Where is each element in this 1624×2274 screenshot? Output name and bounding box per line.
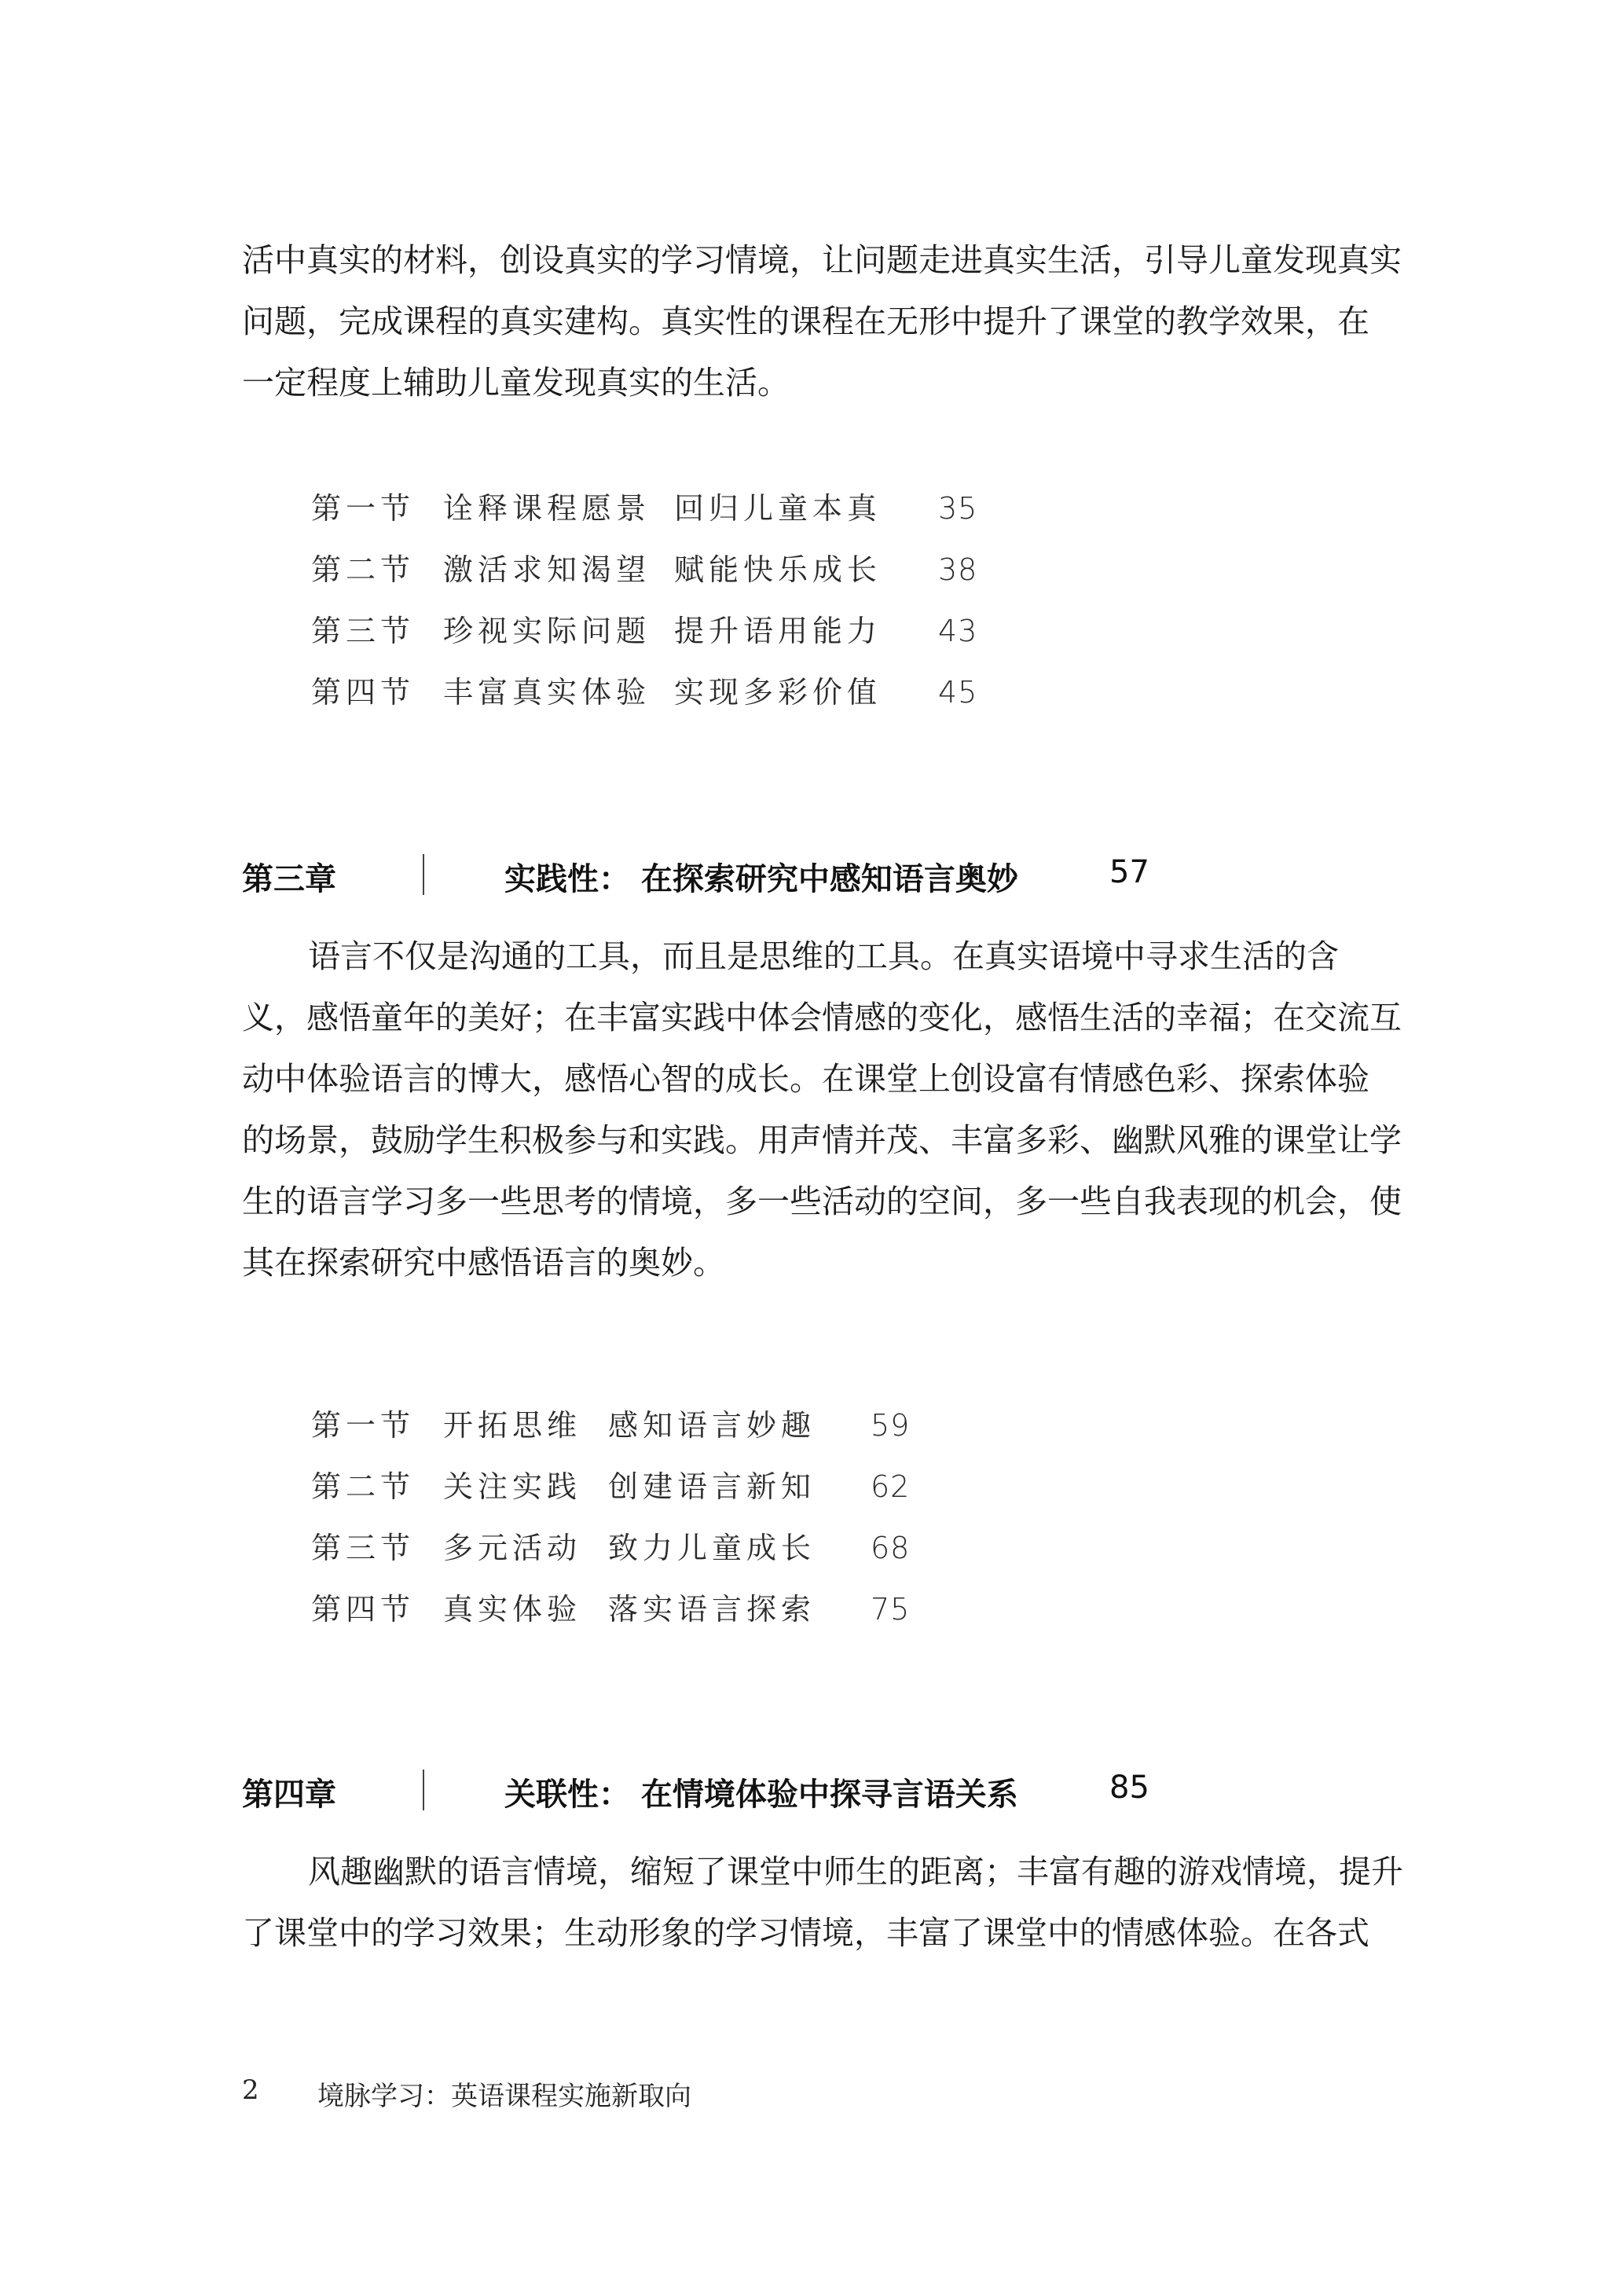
toc-title-part2: 回归儿童本真	[674, 491, 882, 526]
chapter-divider	[423, 854, 424, 895]
paragraph-line: 风趣幽默的语言情境，缩短了课堂中师生的距离；丰富有趣的游戏情境，提升	[308, 1853, 1403, 1891]
paragraph-line: 义，感悟童年的美好；在丰富实践中体会情感的变化，感悟生活的幸福；在交流互	[242, 999, 1402, 1036]
chapter-heading-4[interactable]	[242, 1760, 1389, 1823]
toc-title-part2: 致力儿童成长	[608, 1531, 816, 1565]
toc-page: 62	[871, 1469, 911, 1504]
paragraph-line: 动中体验语言的博大，感悟心智的成长。在课堂上创设富有情感色彩、探索体验	[242, 1060, 1369, 1098]
toc-title-part2: 实现多彩价值	[674, 675, 882, 710]
toc-page: 35	[938, 491, 978, 526]
toc-section: 第一节	[311, 1408, 416, 1443]
toc-title-part1: 多元活动	[443, 1531, 582, 1565]
paragraph-line: 问题，完成课程的真实建构。真实性的课程在无形中提升了课堂的教学效果，在	[242, 303, 1369, 340]
chapter-page: 57	[1109, 854, 1149, 890]
paragraph-line: 了课堂中的学习效果；生动形象的学习情境，丰富了课堂中的情感体验。在各式	[242, 1914, 1369, 1952]
chapter3-paragraph	[242, 926, 1402, 1293]
chapter-label: 第四章	[242, 1777, 336, 1813]
toc-page: 68	[871, 1531, 911, 1565]
toc-title-part1: 诠释课程愿景	[443, 491, 651, 526]
toc-section: 第二节	[311, 1469, 416, 1504]
paragraph-line: 生的语言学习多一些思考的情境，多一些活动的空间，多一些自我表现的机会，使	[242, 1183, 1402, 1220]
chapter-divider	[423, 1770, 424, 1810]
toc-title-part2: 落实语言探索	[608, 1592, 816, 1627]
toc-title-part2: 感知语言妙趣	[608, 1408, 816, 1443]
toc-section: 第四节	[311, 675, 416, 710]
toc-title-part1: 珍视实际问题	[443, 614, 651, 648]
toc-title-part2: 赋能快乐成长	[674, 552, 882, 587]
toc-section: 第三节	[311, 614, 416, 648]
paragraph-line: 活中真实的材料，创设真实的学习情境，让问题走进真实生活，引导儿童发现真实	[242, 241, 1402, 279]
paragraph-line: 语言不仅是沟通的工具，而且是思维的工具。在真实语境中寻求生活的含	[308, 937, 1339, 975]
chapter-title: 实践性： 在探索研究中感知语言奥妙	[504, 861, 1018, 897]
paragraph-line: 的场景，鼓励学生积极参与和实践。用声情并茂、丰富多彩、幽默风雅的课堂让学	[242, 1121, 1402, 1159]
toc-title-part1: 开拓思维	[443, 1408, 582, 1443]
chapter-heading-3[interactable]	[242, 845, 1389, 908]
book-title: 境脉学习：英语课程实施新取向	[317, 2081, 691, 2112]
paragraph-line: 其在探索研究中感悟语言的奥妙。	[242, 1244, 725, 1282]
page-number: 2	[242, 2074, 259, 2106]
toc-page: 45	[938, 675, 978, 710]
toc-title-part1: 真实体验	[443, 1592, 582, 1627]
toc-page: 59	[871, 1408, 911, 1443]
toc-title-part1: 激活求知渴望	[443, 552, 651, 587]
toc-title-part2: 创建语言新知	[608, 1469, 816, 1504]
toc-title-part1: 关注实践	[443, 1469, 582, 1504]
chapter-title: 关联性： 在情境体验中探寻言语关系	[504, 1777, 1018, 1813]
toc-page: 75	[871, 1592, 911, 1627]
toc-title-part1: 丰富真实体验	[443, 675, 651, 710]
chapter-label: 第三章	[242, 861, 336, 897]
toc-section: 第三节	[311, 1531, 416, 1565]
chapter4-paragraph	[242, 1841, 1403, 1964]
toc-section: 第四节	[311, 1592, 416, 1627]
toc-section: 第二节	[311, 552, 416, 587]
intro-paragraph	[242, 229, 1402, 413]
toc-title-part2: 提升语用能力	[674, 614, 882, 648]
paragraph-line: 一定程度上辅助儿童发现真实的生活。	[242, 364, 790, 402]
toc-page: 38	[938, 552, 978, 587]
toc-page: 43	[938, 614, 978, 648]
toc-section: 第一节	[311, 491, 416, 526]
chapter-page: 85	[1109, 1770, 1149, 1806]
